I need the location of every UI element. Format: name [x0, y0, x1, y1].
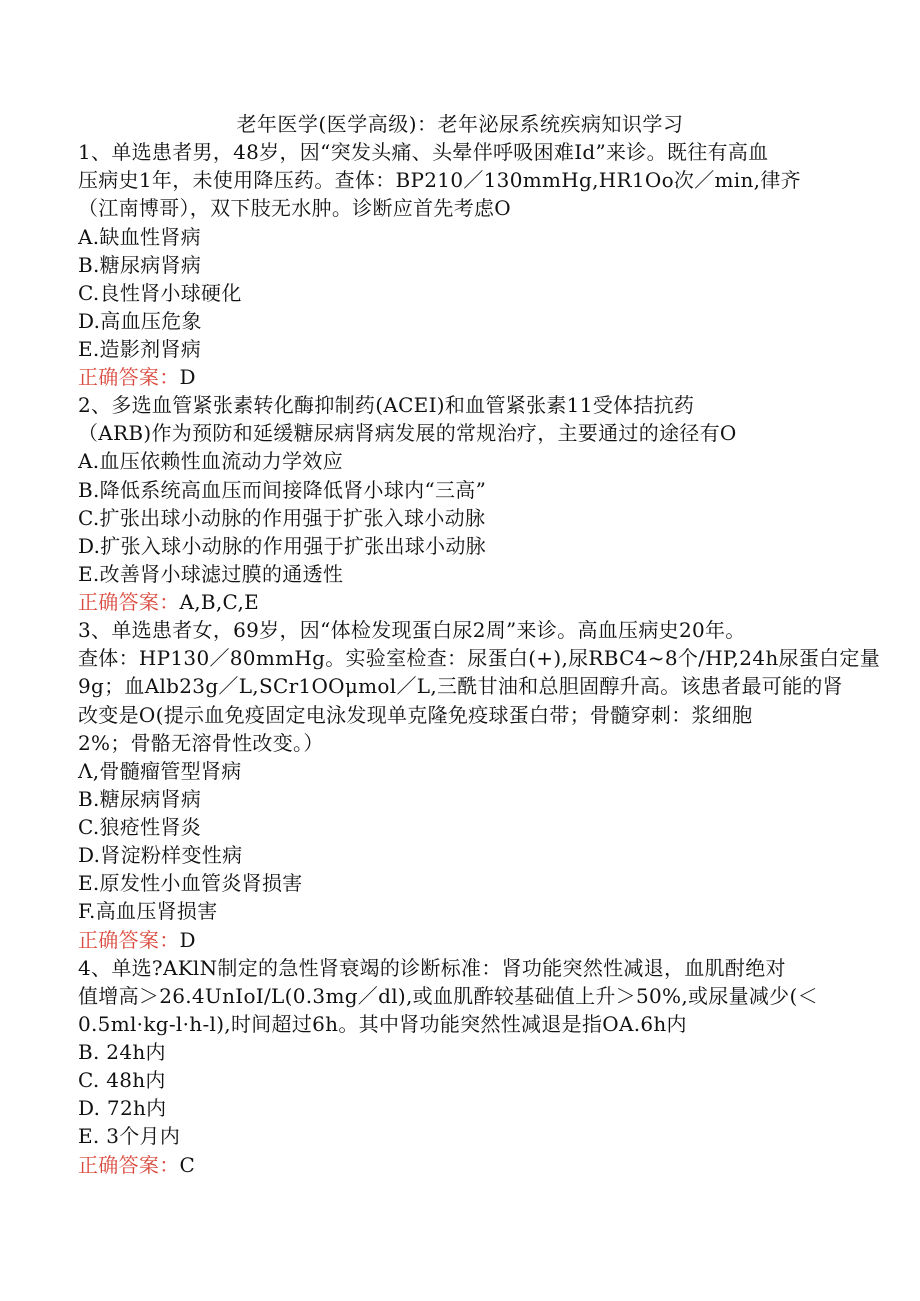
- question-3-stem-line-3: 9g；血Alb23g／L,SCr1OOμmol／L,三酰甘油和总胆固醇升高。该患者最可能的肾: [78, 674, 843, 698]
- question-3-option-e: E.原发性小血管炎肾损害: [78, 871, 303, 895]
- question-3-option-d: D.肾淀粉样变性病: [78, 843, 243, 867]
- answer-value: D: [179, 928, 196, 952]
- answer-value: C: [179, 1153, 196, 1177]
- answer-value: D: [179, 365, 196, 389]
- question-4-option-c: C. 48h内: [78, 1068, 166, 1092]
- question-4-answer: [78, 1151, 195, 1179]
- question-1-stem-line-2: 压病史1年，未使用降压药。查体：BP210／130mmHg,HR1Oo次／min,律齐: [78, 168, 801, 192]
- question-3-stem-line-1: 3、单选患者女，69岁，因“体检发现蛋白尿2周”来诊。高血压病史20年。: [78, 618, 746, 642]
- question-4-stem-line-3: 0.5ml·kg-l·h-l),时间超过6h。其中肾功能突然性减退是指OA.6h内: [78, 1012, 687, 1036]
- question-1-option-e: E.造影剂肾病: [78, 337, 202, 361]
- question-3-stem-line-4: 改变是O(提示血免疫固定电泳发现单克隆免疫球蛋白带；骨髓穿刺：浆细胞: [78, 703, 753, 727]
- question-3-stem-line-2: 查体：HP130／80mmHg。实验室检查：尿蛋白(+),尿RBC4~8个/HP,24h尿蛋白定量: [78, 646, 881, 670]
- question-2-option-d: D.扩张入球小动脉的作用强于扩张出球小动脉: [78, 534, 486, 558]
- question-4-stem-line-1: 4、单选?AKlN制定的急性肾衰竭的诊断标准：肾功能突然性减退，血肌酎绝对: [78, 956, 786, 980]
- question-4-option-e: E. 3个月内: [78, 1124, 181, 1148]
- question-2-stem-line-1: 2、多选血管紧张素转化酶抑制药(ACEI)和血管紧张素11受体拮抗药: [78, 393, 695, 417]
- question-4-stem-line-2: 值增高＞26.4UnIoI/L(0.3mg／dl),或血肌酢较基础值上升＞50%,或尿量减少(＜: [78, 984, 818, 1008]
- question-3-option-f: F.高血压肾损害: [78, 899, 218, 923]
- question-1-answer: [78, 363, 196, 391]
- question-3-option-c: C.狼疮性肾炎: [78, 815, 202, 839]
- answer-label: 正确答案：: [78, 1153, 180, 1177]
- question-1-option-d: D.高血压危象: [78, 309, 202, 333]
- question-1-stem-line-3: （江南博哥），双下肢无水肿。诊断应首先考虑O: [78, 196, 511, 220]
- question-2-option-e: E.改善肾小球滤过膜的通透性: [78, 562, 344, 586]
- question-1-stem-line-1: 1、单选患者男，48岁，因“突发头痛、头晕伴呼吸困难Id”来诊。既往有高血: [78, 140, 769, 164]
- answer-label: 正确答案：: [78, 365, 180, 389]
- question-2-stem-line-2: （ARB)作为预防和延缓糖尿病肾病发展的常规治疗，主要通过的途径有O: [78, 421, 737, 445]
- question-3-option-b: B.糖尿病肾病: [78, 787, 202, 811]
- question-1-option-b: B.糖尿病肾病: [78, 253, 202, 277]
- page-title: 老年医学(医学高级)：老年泌尿系统疾病知识学习: [236, 112, 684, 136]
- question-3-stem-line-5: 2%；骨骼无溶骨性改变。）: [78, 731, 324, 755]
- question-1-option-c: C.良性肾小球硬化: [78, 281, 242, 305]
- question-2-answer: [78, 588, 259, 616]
- question-4-option-d: D. 72h内: [78, 1096, 167, 1120]
- question-2-option-c: C.扩张出球小动脉的作用强于扩张入球小动脉: [78, 506, 486, 530]
- answer-label: 正确答案：: [78, 928, 180, 952]
- question-3-option-a: Λ,骨髓瘤管型肾病: [78, 759, 242, 783]
- question-4-option-b: B. 24h内: [78, 1040, 166, 1064]
- answer-value: A,B,C,E: [179, 590, 260, 614]
- answer-label: 正确答案：: [78, 590, 180, 614]
- question-2-option-b: B.降低系统高血压而间接降低肾小球内“三高”: [78, 478, 487, 502]
- question-3-answer: [78, 926, 196, 954]
- question-2-option-a: A.血压依赖性血流动力学效应: [78, 449, 344, 473]
- question-1-option-a: A.缺血性肾病: [78, 225, 201, 249]
